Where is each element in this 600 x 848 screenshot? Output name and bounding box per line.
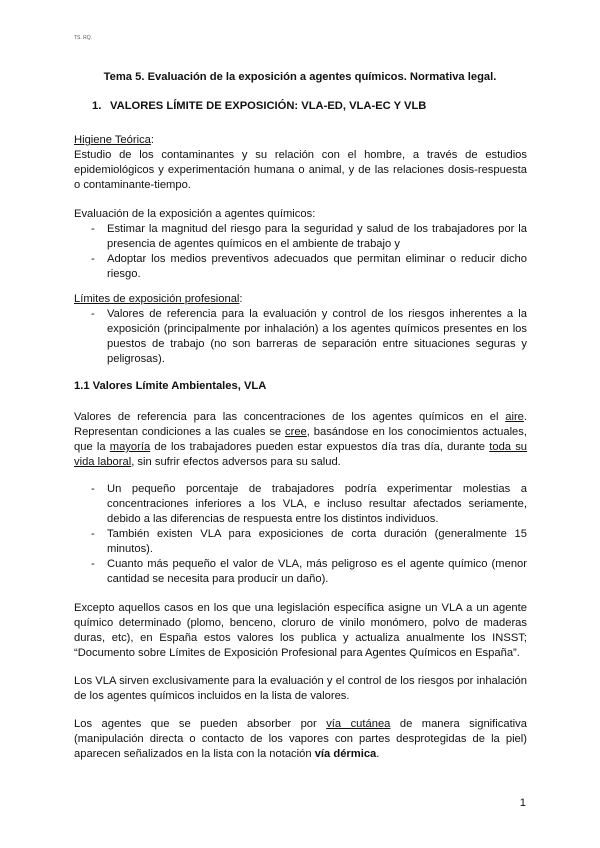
text-run: . Representan condiciones a las cuales se xyxy=(74,411,527,438)
underlined-term-mayoria: mayoría xyxy=(109,441,151,453)
higiene-label-suffix: : xyxy=(150,134,155,146)
dash-marker: - xyxy=(91,483,95,495)
page-title: Tema 5. Evaluación de la exposición a agentes químicos. Normativa legal. xyxy=(103,71,497,83)
list-item-text: También existen VLA para exposiciones de corta duración (generalmente 15 minutos). xyxy=(107,528,527,555)
section-number: 1. xyxy=(92,100,102,112)
list-item xyxy=(74,307,527,367)
list-item xyxy=(74,527,527,557)
section-heading xyxy=(92,100,426,112)
text-run: Los agentes que se pueden absorber por xyxy=(74,718,327,730)
text-run: . xyxy=(376,748,380,760)
text-run: , sin sufrir efectos adversos para su salud. xyxy=(131,456,341,468)
dash-marker: - xyxy=(91,528,95,540)
dash-marker: - xyxy=(91,558,95,570)
underlined-term-aire: aire xyxy=(505,411,524,423)
higiene-label: Higiene Teórica xyxy=(74,134,151,146)
list-item xyxy=(74,557,527,587)
limites-label-suffix: : xyxy=(239,293,243,305)
header-mark: TS. RQ. xyxy=(74,35,93,41)
underlined-term-cree: cree xyxy=(285,426,307,438)
underlined-term-vida-laboral: toda su vida laboral xyxy=(74,441,528,468)
page-number: 1 xyxy=(519,797,526,809)
list-item-text: Un pequeño porcentaje de trabajadores podría experimentar molestias a concentraciones inferiores a los VLA, e incluso resultar afectados seriamente, debido a las diferencias de respuesta entre los distintos individuos. xyxy=(107,483,527,525)
limites-list xyxy=(74,307,527,367)
vla-list-block xyxy=(74,482,527,587)
dash-marker: - xyxy=(91,253,95,265)
cutanea-paragraph xyxy=(74,717,527,762)
list-item xyxy=(74,252,527,282)
vla-paragraph xyxy=(74,410,527,470)
text-run: Valores de referencia para las concentraciones de los agentes químicos en el xyxy=(74,411,506,423)
subsection-heading: 1.1 Valores Límite Ambientales, VLA xyxy=(74,380,267,392)
higiene-block xyxy=(74,133,527,193)
text-run: de manera significativa (manipulación directa o contacto de los vapores con partes desprotegidas de la piel) aparecen señalizados en la lista con la notación xyxy=(74,718,527,760)
list-item-text: Adoptar los medios preventivos adecuados que permitan eliminar o reducir dicho riesgo. xyxy=(107,253,527,280)
vla-sirven-paragraph: Los VLA sirven exclusivamente para la evaluación y el control de los riesgos por inhalación de los agentes químicos incluidos en la lista de valores. xyxy=(74,675,527,702)
limites-block xyxy=(74,292,527,367)
list-item xyxy=(74,222,527,252)
evaluacion-list xyxy=(74,222,527,282)
bold-term-via-dermica: vía dérmica xyxy=(314,748,377,760)
evaluacion-block xyxy=(74,207,527,282)
limites-label-line xyxy=(74,292,527,307)
dash-marker: - xyxy=(91,308,95,320)
list-item-text: Estimar la magnitud del riesgo para la seguridad y salud de los trabajadores por la presencia de agentes químicos en el ambiente de trabajo y xyxy=(107,223,527,250)
dash-marker: - xyxy=(91,223,95,235)
list-item-text: Cuanto más pequeño el valor de VLA, más peligroso es el agente químico (menor cantidad se necesita para producir un daño). xyxy=(107,558,527,585)
limites-label: Límites de exposición profesional xyxy=(74,293,240,305)
text-run: , basándose en los conocimientos actuales, que la xyxy=(74,426,527,453)
higiene-label-line xyxy=(74,133,527,148)
list-item xyxy=(74,482,527,527)
text-run: de los trabajadores pueden estar expuestos día tras día, durante xyxy=(150,441,490,453)
vla-list xyxy=(74,482,527,587)
evaluacion-label: Evaluación de la exposición a agentes químicos: xyxy=(74,208,316,220)
section-title: VALORES LÍMITE DE EXPOSICIÓN: VLA-ED, VLA-EC Y VLB xyxy=(110,100,427,112)
list-item-text: Valores de referencia para la evaluación y control de los riesgos inherentes a la exposición (principalmente por inhalación) a los agentes químicos presentes en los puestos de trabajo (no son barreras de separación entre situaciones seguras y peligrosas). xyxy=(107,308,527,365)
higiene-text: Estudio de los contaminantes y su relación con el hombre, a través de estudios epidemiológicos y experimentación humana o animal, y de las relaciones dosis-respuesta o contaminante-tiempo. xyxy=(74,149,527,191)
underlined-term-via-cutanea: vía cutánea xyxy=(326,718,391,730)
excepto-paragraph: Excepto aquellos casos en los que una legislación específica asigne un VLA a un agente químico determinado (plomo, benceno, cloruro de vinilo monómero, polvo de maderas duras, etc), en España estos valores los publica y actualiza anualmente los INSST; “Documento sobre Límites de Exposición Profesional para Agentes Químicos en España”. xyxy=(74,602,527,659)
